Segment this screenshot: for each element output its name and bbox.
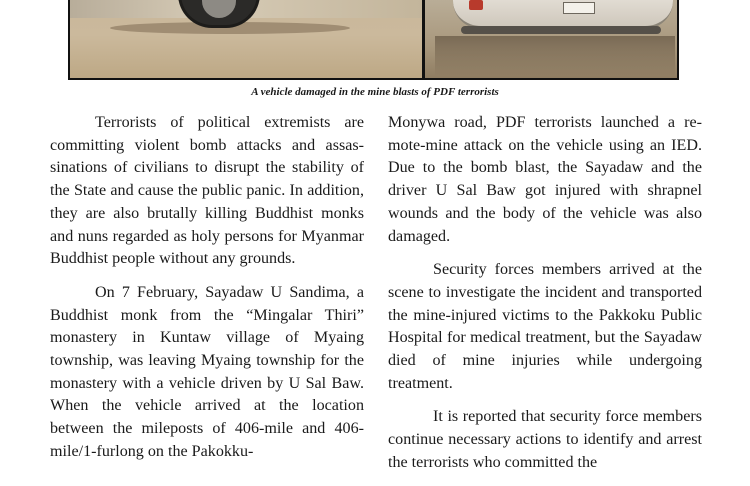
article-column-right xyxy=(388,112,702,486)
tail-light xyxy=(469,0,483,10)
paragraph: On 7 February, Sayadaw U Sandima, a Buddhist monk from the “Mingalar Thiri” monastery in Kuntaw village of Myaing township, was leaving Myaing township for the monastery with a vehicle driven by U Sal Baw. When the vehicle arrived at the location between the mileposts of 406-mile and 406-mile/1-furlong on the Pakokku- xyxy=(50,283,364,460)
paragraph: Monywa road, PDF terrorists launched a remote-mine attack on the vehicle using an IED. Due to the bomb blast, the Sayadaw and the driver U Sal Baw got injured with shrapnel wounds and the body of the vehicle was also damaged. xyxy=(388,114,702,245)
photo-panel-right xyxy=(425,0,677,78)
paragraph: It is reported that security force members continue necessary actions to identify and arrest the terrorists who committed the xyxy=(388,408,702,471)
rear-bumper xyxy=(461,26,661,34)
ground-shadow xyxy=(435,36,675,76)
photo-caption: A vehicle damaged in the mine blasts of PDF terrorists xyxy=(251,86,499,98)
article-column-left xyxy=(50,112,364,475)
photo-panel-left xyxy=(70,0,422,78)
license-plate xyxy=(563,2,595,14)
news-photo xyxy=(68,0,679,80)
paragraph: Security forces members arrived at the scene to investigate the incident and transported the mine-injured victims to the Pakkoku Public Hospital for medical treatment, but the Sayadaw died of mine injuries while undergoing treatment. xyxy=(388,261,702,392)
paragraph: Terrorists of political extremists are committing violent bomb attacks and assassinations of civilians to disrupt the stability of the State and cause the public panic. In addition, they are also brutally killing Buddhist monks and nuns regarded as holy persons for Myanmar Buddhist people without any grounds. xyxy=(50,114,364,268)
